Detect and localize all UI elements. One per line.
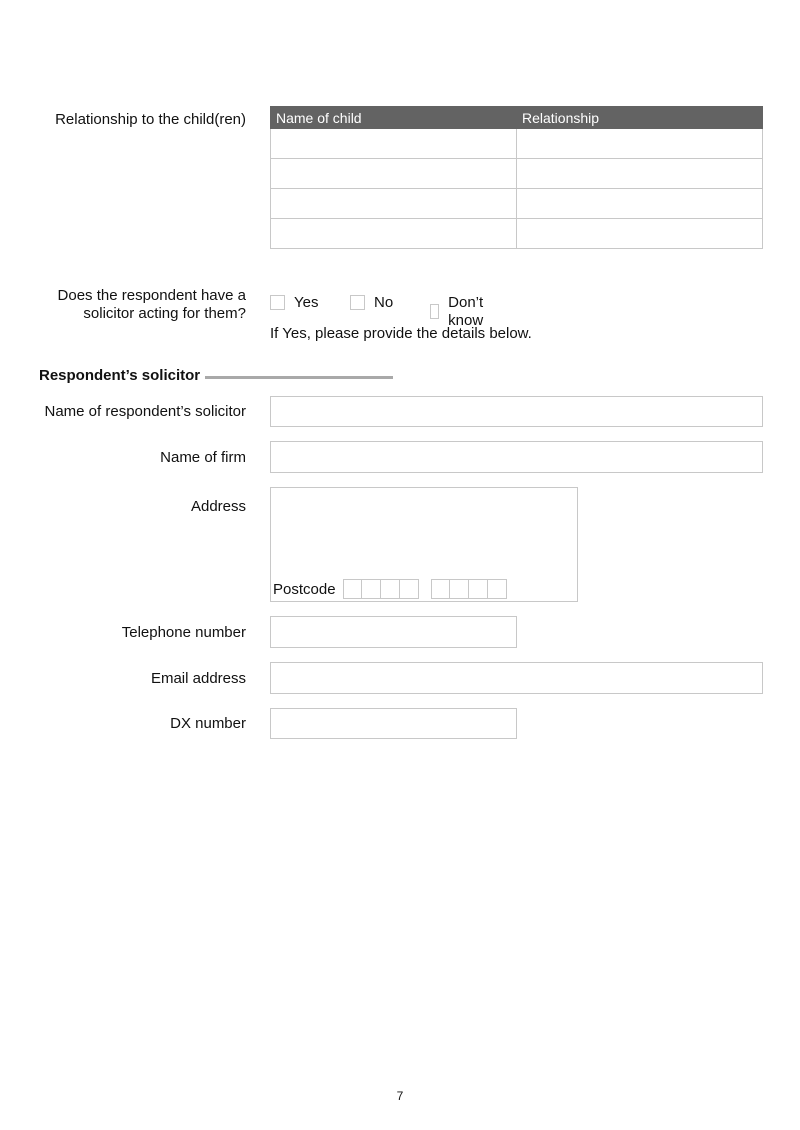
option-no[interactable] xyxy=(350,293,393,311)
column-header-name-of-child: Name of child xyxy=(271,107,517,129)
postcode-cell[interactable] xyxy=(488,579,507,599)
dont-know-label: Don’t know xyxy=(448,294,484,329)
postcode-inward[interactable] xyxy=(431,579,507,599)
section-title: Respondent’s solicitor xyxy=(39,367,201,384)
yes-label: Yes xyxy=(294,294,319,311)
address-field[interactable] xyxy=(270,487,578,602)
postcode-cell[interactable] xyxy=(450,579,469,599)
solicitor-name-field[interactable] xyxy=(270,396,763,427)
postcode-label: Postcode xyxy=(273,581,336,598)
dx-field[interactable] xyxy=(270,708,517,739)
postcode-cell[interactable] xyxy=(381,579,400,599)
postcode-cell[interactable] xyxy=(469,579,488,599)
postcode-cell[interactable] xyxy=(431,579,450,599)
solicitor-question-line1: Does the respondent have a xyxy=(57,287,246,304)
relationship-cell[interactable] xyxy=(517,129,763,159)
dont-know-checkbox[interactable] xyxy=(430,304,439,319)
solicitor-question-label xyxy=(30,287,246,323)
table-row xyxy=(271,129,763,159)
yes-checkbox[interactable] xyxy=(270,295,285,310)
relationship-table xyxy=(270,106,763,249)
postcode-outward[interactable] xyxy=(343,579,419,599)
column-header-relationship: Relationship xyxy=(517,107,763,129)
email-field[interactable] xyxy=(270,662,763,694)
no-label: No xyxy=(374,294,394,311)
table-row xyxy=(271,219,763,249)
relationship-cell[interactable] xyxy=(517,219,763,249)
child-name-cell[interactable] xyxy=(271,129,517,159)
firm-name-field[interactable] xyxy=(270,441,763,473)
postcode-cell[interactable] xyxy=(400,579,419,599)
section-divider xyxy=(205,376,393,379)
telephone-label: Telephone number xyxy=(121,624,246,641)
relationship-label: Relationship to the child(ren) xyxy=(55,111,246,128)
postcode-cell[interactable] xyxy=(362,579,381,599)
relationship-cell[interactable] xyxy=(517,189,763,219)
child-name-cell[interactable] xyxy=(271,189,517,219)
child-name-cell[interactable] xyxy=(271,159,517,189)
postcode-cell[interactable] xyxy=(343,579,362,599)
email-label: Email address xyxy=(150,670,246,687)
address-label: Address xyxy=(190,498,246,515)
page-number: 7 xyxy=(396,1089,404,1103)
table-row xyxy=(271,189,763,219)
solicitor-name-label: Name of respondent’s solicitor xyxy=(44,403,246,420)
solicitor-note: If Yes, please provide the details below. xyxy=(270,325,532,342)
telephone-field[interactable] xyxy=(270,616,517,648)
relationship-cell[interactable] xyxy=(517,159,763,189)
dx-label: DX number xyxy=(170,715,246,732)
solicitor-question-line2: solicitor acting for them? xyxy=(83,305,246,322)
option-yes[interactable] xyxy=(270,293,318,311)
firm-name-label: Name of firm xyxy=(160,449,246,466)
child-name-cell[interactable] xyxy=(271,219,517,249)
no-checkbox[interactable] xyxy=(350,295,365,310)
option-dont-know[interactable] xyxy=(430,293,489,329)
table-row xyxy=(271,159,763,189)
relationship-table-header xyxy=(271,107,763,129)
